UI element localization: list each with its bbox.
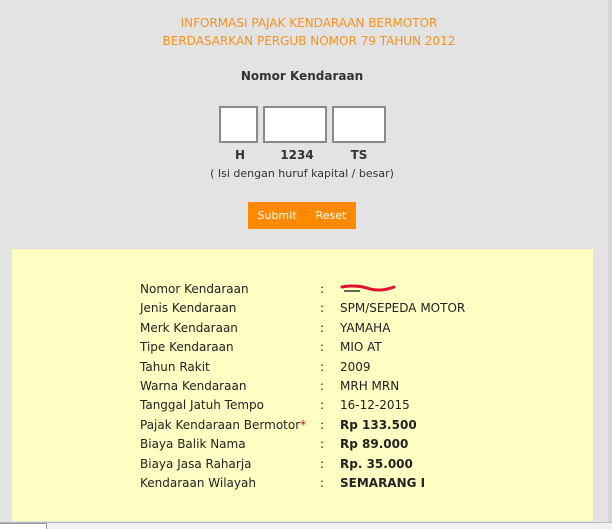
input-hint: ( Isi dengan huruf kapital / besar) (210, 167, 394, 180)
required-mark: * (300, 417, 307, 432)
result-row-value: SPM/SEPEDA MOTOR (340, 301, 466, 316)
vertical-scrollbar[interactable] (608, 0, 612, 529)
result-row-value: MIO AT (340, 340, 382, 355)
form-buttons (248, 202, 356, 229)
scroll-tab[interactable] (0, 523, 47, 529)
result-row-label (140, 455, 252, 474)
result-row-label-text: Warna Kendaraan (140, 379, 247, 393)
redaction-mark-icon (340, 284, 396, 294)
result-row-label (140, 280, 249, 299)
result-row-value: YAMAHA (340, 320, 391, 335)
submit-button[interactable]: Submit (248, 202, 306, 229)
result-row-value: 2009 (340, 359, 371, 374)
plate-number-example: 1234 (280, 148, 314, 162)
heading-line-2: BERDASARKAN PERGUB NOMOR 79 TAHUN 2012 (162, 34, 456, 48)
result-row-separator: : (320, 456, 325, 471)
result-row-separator: : (320, 437, 325, 452)
result-row-label-text: Tipe Kendaraan (140, 340, 234, 355)
result-row-label-text: Pajak Kendaraan Bermotor (140, 417, 301, 432)
result-row-label (140, 435, 246, 454)
result-row-label (140, 474, 256, 493)
result-row-value: 16-12-2015 (340, 398, 410, 413)
plate-region-input[interactable] (219, 106, 258, 143)
reset-button[interactable]: Reset (306, 202, 356, 229)
plate-suffix-example: TS (350, 148, 368, 162)
result-row-value: Rp. 35.000 (340, 456, 413, 471)
result-row-label-text: Biaya Balik Nama (140, 437, 246, 452)
plate-number-input[interactable] (263, 106, 327, 143)
result-row-value: SEMARANG I (340, 476, 426, 490)
result-row-label (140, 358, 210, 377)
result-row-separator: : (320, 359, 325, 374)
result-row-separator: : (320, 398, 325, 413)
result-row-value: MRH MRN (340, 379, 400, 393)
result-row-label (140, 338, 234, 357)
result-row-separator: : (320, 476, 325, 490)
result-row-value: Rp 89.000 (340, 437, 409, 452)
result-row-label (140, 299, 236, 318)
plate-region-example: H (234, 148, 246, 162)
form-title: Nomor Kendaraan (240, 69, 364, 83)
result-row-value: Rp 133.500 (340, 417, 417, 432)
result-row-separator: : (320, 301, 325, 316)
horizontal-scrollbar[interactable] (0, 522, 612, 529)
result-row-label-text: Tanggal Jatuh Tempo (140, 398, 264, 413)
result-row-label (140, 416, 306, 435)
result-panel (12, 249, 593, 521)
result-row-label-text: Merk Kendaraan (140, 320, 238, 335)
result-row-label-text: Kendaraan Wilayah (140, 476, 256, 490)
result-row-separator: : (320, 340, 325, 355)
result-row-separator: : (320, 379, 325, 393)
result-row-label-text: Jenis Kendaraan (140, 301, 237, 316)
result-row-label-text: Nomor Kendaraan (140, 282, 249, 296)
result-row-label-text: Tahun Rakit (140, 359, 210, 374)
heading-line-1: INFORMASI PAJAK KENDARAAN BERMOTOR (180, 16, 438, 30)
result-row-label (140, 396, 264, 415)
result-row-label (140, 377, 246, 396)
result-row-label (140, 319, 238, 338)
result-row-label-text: Biaya Jasa Raharja (140, 456, 252, 471)
result-row-separator: : (320, 320, 325, 335)
result-row-separator: : (320, 417, 325, 432)
page-heading (0, 14, 612, 50)
plate-suffix-input[interactable] (332, 106, 386, 143)
result-row-separator: : (320, 282, 325, 296)
